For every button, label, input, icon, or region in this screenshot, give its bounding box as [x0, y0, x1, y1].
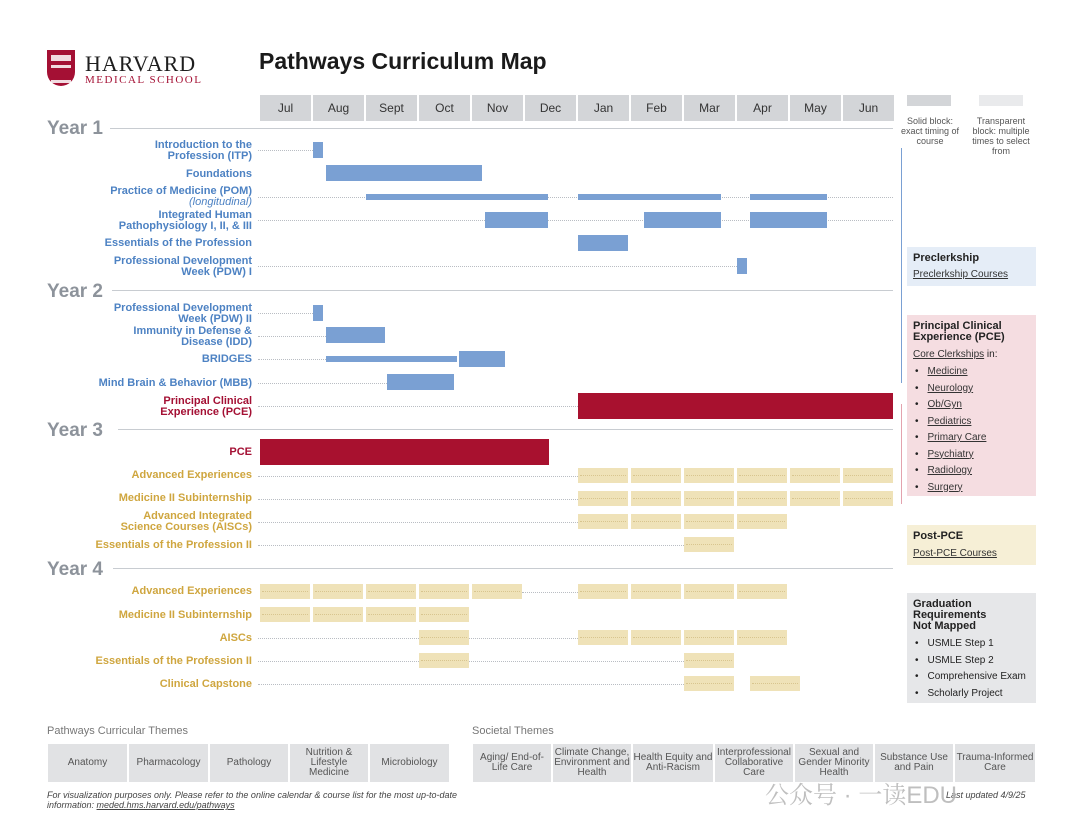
dotted-guide — [258, 406, 578, 407]
list-item — [913, 463, 1036, 480]
list-item — [913, 381, 1036, 398]
watermark: 公众号 · 一读EDU — [765, 782, 957, 809]
link-suffix: in: — [984, 349, 998, 360]
block-aisc4-feb — [631, 630, 681, 645]
block-eop3-mar — [684, 537, 734, 552]
block-aisc3-jan — [578, 514, 628, 529]
harvard-shield-logo — [47, 50, 75, 86]
clerkship-primary-care-link[interactable]: Primary Care — [927, 432, 987, 443]
list-item: • Scholarly Project — [913, 686, 1036, 703]
list-item — [913, 447, 1036, 464]
course-label-eop2-y4: Essentials of the Profession II — [95, 655, 252, 667]
block-ihp-3 — [750, 212, 827, 228]
block-eop4-oct — [419, 653, 469, 668]
block-idd — [326, 327, 385, 343]
block-ae4-oct — [419, 584, 469, 599]
list-item — [913, 364, 1036, 381]
block-ms3-apr — [737, 491, 787, 506]
month-jan: Jan — [578, 95, 629, 121]
dotted-guide — [258, 545, 684, 546]
block-bridges-1 — [326, 356, 457, 362]
course-note-longitudinal: (longitudinal) — [189, 196, 252, 208]
panel-title: Graduation Requirements Not Mapped — [913, 598, 987, 632]
clerkship-list — [913, 364, 1036, 496]
year-1-divider — [110, 128, 893, 129]
theme-aging: Aging/ End-of-Life Care — [473, 744, 551, 782]
clerkship-psychiatry-link[interactable]: Psychiatry — [927, 448, 974, 460]
pce-connector — [901, 404, 902, 504]
block-ms4-jul — [260, 607, 310, 622]
dotted-guide — [258, 522, 578, 523]
course-label-essentials: Essentials of the Profession — [104, 237, 252, 249]
course-label-aiscs-y4: AISCs — [219, 632, 252, 644]
list-item — [913, 414, 1036, 431]
panel-graduation-requirements — [907, 593, 1036, 703]
month-may: May — [790, 95, 841, 121]
course-label-aiscs-y3: Advanced Integrated Science Courses (AISCs) — [120, 510, 252, 533]
requirements-list — [913, 636, 1036, 702]
year-4-divider — [113, 568, 893, 569]
panel-post-pce — [907, 525, 1036, 565]
course-label-adv-exp-y4: Advanced Experiences — [131, 585, 252, 597]
month-mar: Mar — [684, 95, 735, 121]
course-label-mbb: Mind Brain & Behavior (MBB) — [98, 377, 252, 389]
block-ihp-1 — [485, 212, 548, 228]
list-item — [913, 397, 1036, 414]
core-clerkships-link[interactable]: Core Clerkships — [913, 349, 985, 360]
list-item — [913, 430, 1036, 447]
list-item: • Comprehensive Exam — [913, 669, 1036, 686]
block-aisc4-apr — [737, 630, 787, 645]
dotted-guide — [258, 638, 419, 639]
panel-preclerkship — [907, 247, 1036, 286]
month-sept: Sept — [366, 95, 417, 121]
block-capstone-mar — [684, 676, 734, 691]
dotted-guide — [258, 359, 326, 360]
year-2-divider — [112, 290, 893, 291]
theme-sgm-health: Sexual and Gender Minority Health — [795, 744, 873, 782]
societal-themes-heading: Societal Themes — [472, 725, 554, 737]
block-ae4-feb — [631, 584, 681, 599]
clerkship-neurology-link[interactable]: Neurology — [927, 382, 974, 394]
block-ae3-jan — [578, 468, 628, 483]
block-pom-3 — [750, 194, 827, 200]
pathways-url-link[interactable]: meded.hms.harvard.edu/pathways — [96, 800, 235, 810]
theme-substance-use: Substance Use and Pain — [875, 744, 953, 782]
block-foundations — [326, 165, 482, 181]
block-aisc3-apr — [737, 514, 787, 529]
dotted-guide — [258, 266, 737, 267]
block-ae4-mar — [684, 584, 734, 599]
course-label-bridges: BRIDGES — [201, 353, 252, 365]
block-ae4-nov — [472, 584, 522, 599]
key-solid-swatch — [907, 95, 951, 106]
block-pom-2 — [578, 194, 721, 200]
course-label-pce-year3: PCE — [229, 446, 252, 458]
theme-interprofessional: Interprofessional Collaborative Care — [715, 744, 793, 782]
year-3-divider — [118, 429, 893, 430]
block-ae4-sep — [366, 584, 416, 599]
theme-nutrition: Nutrition & Lifestyle Medicine — [290, 744, 368, 782]
panel-title: Preclerkship — [913, 252, 980, 264]
block-ihp-2 — [644, 212, 721, 228]
block-pdw2 — [313, 305, 323, 321]
last-updated: Last updated 4/9/25 — [946, 790, 1026, 800]
block-pce-year3 — [260, 439, 549, 465]
block-eop4-mar — [684, 653, 734, 668]
block-aisc4-oct — [419, 630, 469, 645]
panel-pce — [907, 315, 1036, 496]
course-label-foundations: Foundations — [186, 168, 252, 180]
block-bridges-2 — [459, 351, 505, 367]
course-label-pdw2: Professional Development Week (PDW) II — [113, 302, 252, 325]
year-1-label: Year 1 — [47, 118, 103, 139]
block-ae3-feb — [631, 468, 681, 483]
dotted-guide — [258, 499, 578, 500]
block-aisc3-mar — [684, 514, 734, 529]
block-ms4-aug — [313, 607, 363, 622]
theme-health-equity: Health Equity and Anti-Racism — [633, 744, 713, 782]
block-ae4-jul — [260, 584, 310, 599]
key-transparent-swatch — [979, 95, 1023, 106]
list-item: • USMLE Step 1 — [913, 636, 1036, 653]
block-ae3-may — [790, 468, 840, 483]
course-label-idd: Immunity in Defense & Disease (IDD) — [133, 325, 252, 348]
month-feb: Feb — [631, 95, 682, 121]
block-aisc4-jan — [578, 630, 628, 645]
month-jun: Jun — [843, 95, 894, 121]
course-label-pdw1: Professional Development Week (PDW) I — [113, 255, 252, 278]
dotted-guide — [258, 383, 387, 384]
year-2-label: Year 2 — [47, 281, 103, 302]
block-ms3-mar — [684, 491, 734, 506]
panel-title: Principal Clinical Experience (PCE) — [913, 320, 1005, 343]
dotted-guide — [258, 661, 419, 662]
dotted-guide — [258, 476, 578, 477]
footer-note: For visualization purposes only. Please refer to the online calendar & course list for the most up-to-date information: meded.hms.harvard.edu/pathways — [47, 790, 458, 810]
preclerkship-connector — [901, 148, 902, 383]
dotted-guide — [258, 336, 326, 337]
course-label-med2-sub-y4: Medicine II Subinternship — [118, 609, 252, 621]
theme-climate: Climate Change, Environment and Health — [553, 744, 631, 782]
month-jul: Jul — [260, 95, 311, 121]
block-mbb — [387, 374, 454, 390]
panel-title: Post-PCE — [913, 530, 964, 542]
month-aug: Aug — [313, 95, 364, 121]
list-item — [913, 480, 1036, 497]
month-nov: Nov — [472, 95, 523, 121]
clerkship-pediatrics-link[interactable]: Pediatrics — [927, 415, 972, 427]
course-label-med2-sub-y3: Medicine II Subinternship — [118, 492, 252, 504]
key-transparent-text: Transparent block: multiple times to select from — [972, 116, 1030, 156]
dotted-guide — [258, 684, 684, 685]
block-ms3-may — [790, 491, 840, 506]
year-4-label: Year 4 — [47, 559, 103, 580]
block-aisc3-feb — [631, 514, 681, 529]
dotted-guide — [258, 313, 313, 314]
theme-pathology: Pathology — [210, 744, 288, 782]
dotted-guide — [469, 638, 578, 639]
block-itp — [313, 142, 323, 158]
block-ae4-jan — [578, 584, 628, 599]
course-label-eop2-y3: Essentials of the Profession II — [95, 539, 252, 551]
dotted-guide — [522, 592, 578, 593]
block-ae4-apr — [737, 584, 787, 599]
block-ms4-sep — [366, 607, 416, 622]
theme-pharmacology: Pharmacology — [129, 744, 208, 782]
list-item: • USMLE Step 2 — [913, 653, 1036, 670]
key-solid-text: Solid block: exact timing of course — [900, 116, 960, 146]
block-ms3-jan — [578, 491, 628, 506]
dotted-guide — [258, 150, 313, 151]
post-pce-courses-link[interactable]: Post-PCE Courses — [913, 548, 997, 559]
page-title: Pathways Curriculum Map — [259, 48, 547, 74]
block-aisc4-mar — [684, 630, 734, 645]
block-ae3-apr — [737, 468, 787, 483]
block-ae4-aug — [313, 584, 363, 599]
year-3-label: Year 3 — [47, 420, 103, 441]
theme-anatomy: Anatomy — [48, 744, 127, 782]
course-label-capstone: Clinical Capstone — [159, 678, 252, 690]
course-label-ihp: Integrated Human Pathophysiology I, II, & III — [118, 209, 252, 232]
dotted-guide — [469, 661, 684, 662]
block-ae3-jun — [843, 468, 893, 483]
theme-microbiology: Microbiology — [370, 744, 449, 782]
clerkship-radiology-link[interactable]: Radiology — [927, 465, 972, 476]
block-essentials — [578, 235, 628, 251]
block-capstone-apr — [750, 676, 800, 691]
preclerkship-courses-link[interactable]: Preclerkship Courses — [913, 269, 1009, 280]
theme-trauma: Trauma-Informed Care — [955, 744, 1035, 782]
course-label-pom: Practice of Medicine (POM) (longitudinal) — [110, 185, 252, 208]
block-pom-1 — [366, 194, 548, 200]
clerkship-medicine-link[interactable]: Medicine — [927, 366, 968, 377]
clerkship-surgery-link[interactable]: Surgery — [927, 481, 963, 493]
block-ms3-jun — [843, 491, 893, 506]
logo-subtitle: MEDICAL SCHOOL — [85, 74, 203, 86]
course-label-adv-exp-y3: Advanced Experiences — [131, 469, 252, 481]
clerkship-obgyn-link[interactable]: Ob/Gyn — [927, 399, 962, 410]
block-pdw1 — [737, 258, 747, 274]
course-label-itp: Introduction to the Profession (ITP) — [154, 139, 252, 162]
block-ms4-oct — [419, 607, 469, 622]
month-oct: Oct — [419, 95, 470, 121]
curricular-themes-heading: Pathways Curricular Themes — [47, 725, 189, 737]
logo-title: HARVARD — [85, 51, 197, 76]
block-pce-year2 — [578, 393, 893, 419]
month-dec: Dec — [525, 95, 576, 121]
month-apr: Apr — [737, 95, 788, 121]
block-ms3-feb — [631, 491, 681, 506]
block-ae3-mar — [684, 468, 734, 483]
course-label-pce: Principal Clinical Experience (PCE) — [160, 395, 252, 418]
